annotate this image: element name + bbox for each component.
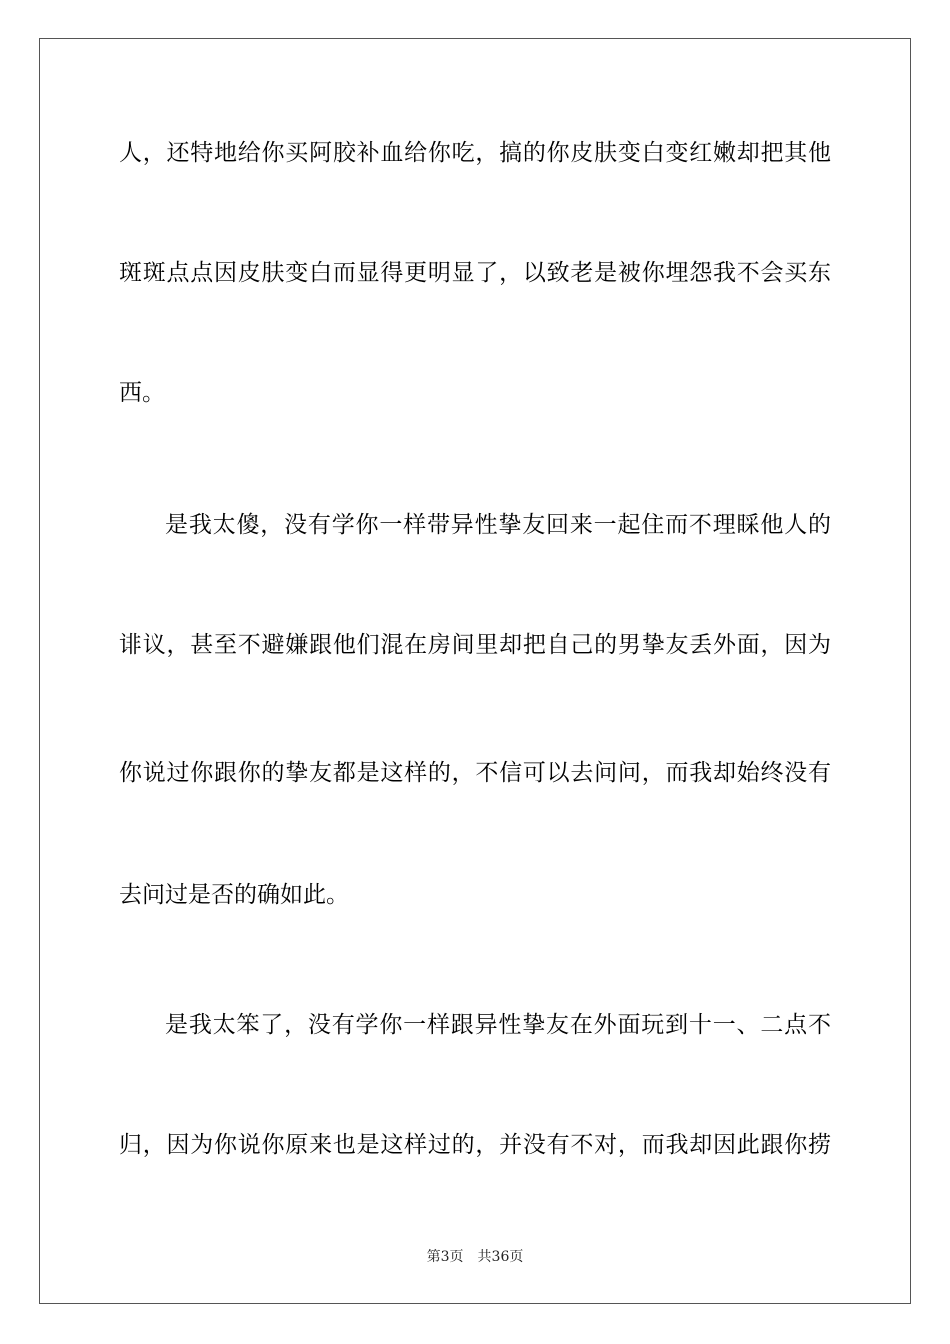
text-line: 是我太傻，没有学你一样带异性挚友回来一起住而不理睬他人的: [165, 512, 831, 538]
text-line: 你说过你跟你的挚友都是这样的，不信可以去问问，而我却始终没有: [119, 760, 831, 786]
text-line: 诽议，甚至不避嫌跟他们混在房间里却把自己的男挚友丢外面，因为: [119, 632, 831, 658]
page-number: 第3页: [426, 1249, 464, 1265]
text-line: 斑斑点点因皮肤变白而显得更明显了，以致老是被你埋怨我不会买东: [119, 260, 831, 286]
total-pages: 共36页: [477, 1249, 524, 1265]
text-line: 去问过是否的确如此。: [119, 882, 349, 908]
page-border: [39, 38, 911, 1304]
page-footer: [0, 1248, 950, 1266]
text-line: 西。: [119, 380, 165, 406]
text-line: 归，因为你说你原来也是这样过的，并没有不对，而我却因此跟你捞: [119, 1132, 831, 1158]
text-line: 是我太笨了，没有学你一样跟异性挚友在外面玩到十一、二点不: [165, 1012, 831, 1038]
text-line: 人，还特地给你买阿胶补血给你吃，搞的你皮肤变白变红嫩却把其他: [119, 140, 831, 166]
